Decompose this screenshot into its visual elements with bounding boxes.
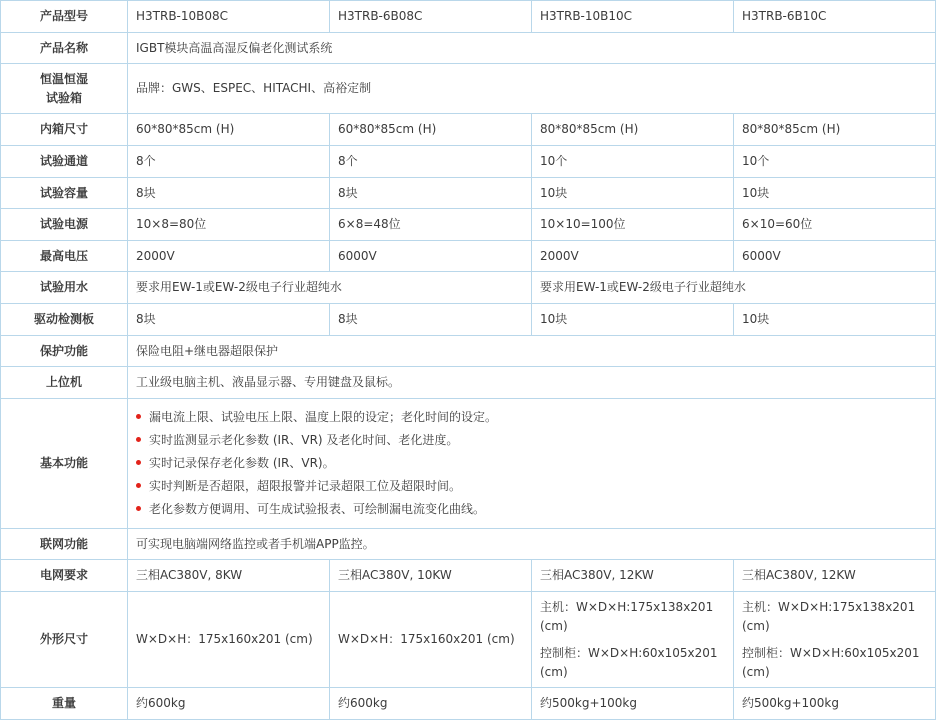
cell-test-power-2: 6×8=48位: [330, 209, 532, 241]
cell-capacity-1: 8块: [128, 177, 330, 209]
cell-weight-1: 约600kg: [128, 688, 330, 720]
list-item: 实时记录保存老化参数 (IR、VR)。: [136, 453, 927, 474]
cell-dimensions-1: [128, 591, 330, 687]
row-label-inner-size: 内箱尺寸: [1, 114, 128, 146]
list-item: 实时判断是否超限，超限报警并记录超限工位及超限时间。: [136, 476, 927, 497]
row-label-grid-requirement: 电网要求: [1, 560, 128, 592]
cell-model-2: H3TRB-6B08C: [330, 1, 532, 33]
row-label-basic-function: 基本功能: [1, 398, 128, 528]
row-label-channels: 试验通道: [1, 145, 128, 177]
table-row: [1, 528, 936, 560]
cell-weight-3: 约500kg+100kg: [532, 688, 734, 720]
cell-host-computer: 工业级电脑主机、液晶显示器、专用键盘及鼠标。: [128, 367, 936, 399]
table-row: [1, 64, 936, 114]
cell-test-power-4: 6×10=60位: [734, 209, 936, 241]
cell-chamber-brands: 品牌：GWS、ESPEC、HITACHI、高裕定制: [128, 64, 936, 114]
cell-dimensions-4: [734, 591, 936, 687]
cell-protection: 保险电阻+继电器超限保护: [128, 335, 936, 367]
dimension-line-main: 主机：W×D×H:175x138x201 (cm): [540, 599, 714, 633]
basic-function-list: [136, 407, 927, 520]
cell-model-3: H3TRB-10B10C: [532, 1, 734, 33]
table-row: [1, 209, 936, 241]
dimension-line-main: 主机：W×D×H:175x138x201 (cm): [742, 599, 916, 633]
cell-grid-requirement-3: 三相AC380V, 12KW: [532, 560, 734, 592]
cell-max-voltage-3: 2000V: [532, 240, 734, 272]
cell-channels-2: 8个: [330, 145, 532, 177]
cell-basic-function: [128, 398, 936, 528]
row-label-capacity: 试验容量: [1, 177, 128, 209]
row-label-host-computer: 上位机: [1, 367, 128, 399]
table-row: [1, 1, 936, 33]
cell-driver-board-1: 8块: [128, 303, 330, 335]
cell-channels-4: 10个: [734, 145, 936, 177]
cell-capacity-2: 8块: [330, 177, 532, 209]
table-row: [1, 335, 936, 367]
cell-grid-requirement-4: 三相AC380V, 12KW: [734, 560, 936, 592]
cell-model-1: H3TRB-10B08C: [128, 1, 330, 33]
table-row: [1, 367, 936, 399]
row-label-max-voltage: 最高电压: [1, 240, 128, 272]
table-row: [1, 591, 936, 687]
dimension-line: W×D×H：175x160x201 (cm): [136, 632, 313, 647]
cell-dimensions-3: [532, 591, 734, 687]
cell-max-voltage-2: 6000V: [330, 240, 532, 272]
cell-inner-size-4: 80*80*85cm (H): [734, 114, 936, 146]
dimension-line-cabinet: 控制柜：W×D×H:60x105x201 (cm): [742, 646, 920, 679]
list-item: 漏电流上限、试验电压上限、温度上限的设定；老化时间的设定。: [136, 407, 927, 428]
table-row: [1, 145, 936, 177]
row-label-chamber: [1, 64, 128, 114]
cell-driver-board-4: 10块: [734, 303, 936, 335]
cell-dimensions-2: [330, 591, 532, 687]
row-label-chamber-line1: 恒温恒湿: [39, 72, 88, 87]
cell-max-voltage-1: 2000V: [128, 240, 330, 272]
cell-capacity-3: 10块: [532, 177, 734, 209]
row-label-chamber-line2: 试验箱: [45, 90, 82, 105]
cell-channels-1: 8个: [128, 145, 330, 177]
table-row: [1, 32, 936, 64]
cell-channels-3: 10个: [532, 145, 734, 177]
cell-inner-size-1: 60*80*85cm (H): [128, 114, 330, 146]
row-label-network-function: 联网功能: [1, 528, 128, 560]
table-row: [1, 398, 936, 528]
cell-test-power-1: 10×8=80位: [128, 209, 330, 241]
cell-grid-requirement-1: 三相AC380V, 8KW: [128, 560, 330, 592]
row-label-test-power: 试验电源: [1, 209, 128, 241]
cell-network-function: 可实现电脑端网络监控或者手机端APP监控。: [128, 528, 936, 560]
row-label-protection: 保护功能: [1, 335, 128, 367]
cell-weight-2: 约600kg: [330, 688, 532, 720]
row-label-dimensions: 外形尺寸: [1, 591, 128, 687]
list-item: 老化参数方便调用、可生成试验报表、可绘制漏电流变化曲线。: [136, 499, 927, 520]
cell-inner-size-3: 80*80*85cm (H): [532, 114, 734, 146]
row-label-product-name: 产品名称: [1, 32, 128, 64]
cell-test-water-1: 要求用EW-1或EW-2级电子行业超纯水: [128, 272, 532, 304]
table-row: [1, 272, 936, 304]
table-row: [1, 688, 936, 720]
row-label-model: 产品型号: [1, 1, 128, 33]
row-label-test-water: 试验用水: [1, 272, 128, 304]
cell-test-water-2: 要求用EW-1或EW-2级电子行业超纯水: [532, 272, 936, 304]
cell-max-voltage-4: 6000V: [734, 240, 936, 272]
spec-table-body: [1, 1, 936, 720]
table-row: [1, 240, 936, 272]
cell-driver-board-3: 10块: [532, 303, 734, 335]
cell-model-4: H3TRB-6B10C: [734, 1, 936, 33]
row-label-weight: 重量: [1, 688, 128, 720]
table-row: [1, 177, 936, 209]
table-row: [1, 114, 936, 146]
dimension-line: W×D×H：175x160x201 (cm): [338, 632, 515, 647]
cell-product-name: IGBT模块高温高湿反偏老化测试系统: [128, 32, 936, 64]
cell-driver-board-2: 8块: [330, 303, 532, 335]
cell-inner-size-2: 60*80*85cm (H): [330, 114, 532, 146]
row-label-driver-board: 驱动检测板: [1, 303, 128, 335]
cell-capacity-4: 10块: [734, 177, 936, 209]
cell-test-power-3: 10×10=100位: [532, 209, 734, 241]
cell-grid-requirement-2: 三相AC380V, 10KW: [330, 560, 532, 592]
dimension-line-cabinet: 控制柜：W×D×H:60x105x201 (cm): [540, 646, 718, 679]
cell-weight-4: 约500kg+100kg: [734, 688, 936, 720]
table-row: [1, 303, 936, 335]
list-item: 实时监测显示老化参数 (IR、VR) 及老化时间、老化进度。: [136, 430, 927, 451]
table-row: [1, 560, 936, 592]
